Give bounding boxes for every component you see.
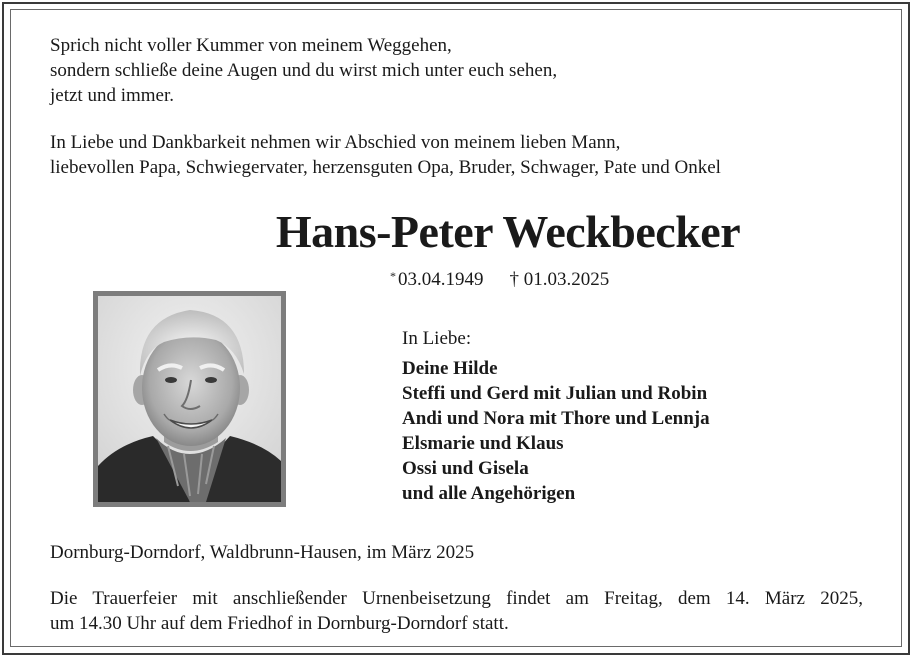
life-dates [390,269,609,291]
portrait-image [98,296,281,502]
funeral-line: um 14.30 Uhr auf dem Friedhof in Dornburg-Dorndorf statt. [50,613,509,634]
mourners-list [402,356,710,506]
place-and-date: Dornburg-Dorndorf, Waldbrunn-Hausen, im März 2025 [50,542,475,563]
poem-line: Sprich nicht voller Kummer von meinem Weggehen, [50,35,452,56]
mourner-name: Deine Hilde [402,358,498,379]
portrait-photo [98,296,281,502]
mourner-name: Steffi und Gerd mit Julian und Robin [402,383,708,404]
birth-symbol: * [390,269,396,283]
funeral-notice [50,586,863,636]
mourner-name: Elsmarie und Klaus [402,433,564,454]
portrait-frame [93,291,286,507]
farewell-line: In Liebe und Dankbarkeit nehmen wir Abschied von meinem lieben Mann, [50,132,621,153]
funeral-line: Die Trauerfeier mit anschließender Urnenbeisetzung findet am Freitag, dem 14. März 2025, [50,588,863,609]
death-symbol: † [509,269,519,290]
mourner-name: und alle Angehörigen [402,483,576,504]
poem-line: sondern schließe deine Augen und du wirst mich unter euch sehen, [50,60,558,81]
mourners-block [402,326,710,506]
deceased-name: Hans-Peter Weckbecker [275,206,741,257]
farewell-line: liebevollen Papa, Schwiegervater, herzensguten Opa, Bruder, Schwager, Pate und Onkel [50,157,721,178]
mourner-name: Andi und Nora mit Thore und Lennja [402,408,710,429]
mourners-label: In Liebe: [402,328,472,349]
birth-date: * 03.04.1949 [390,269,484,290]
death-date: † 01.03.2025 [509,269,610,290]
poem-line: jetzt und immer. [50,85,175,106]
farewell-text [50,130,721,180]
poem [50,33,557,108]
mourner-name: Ossi und Gisela [402,458,529,479]
